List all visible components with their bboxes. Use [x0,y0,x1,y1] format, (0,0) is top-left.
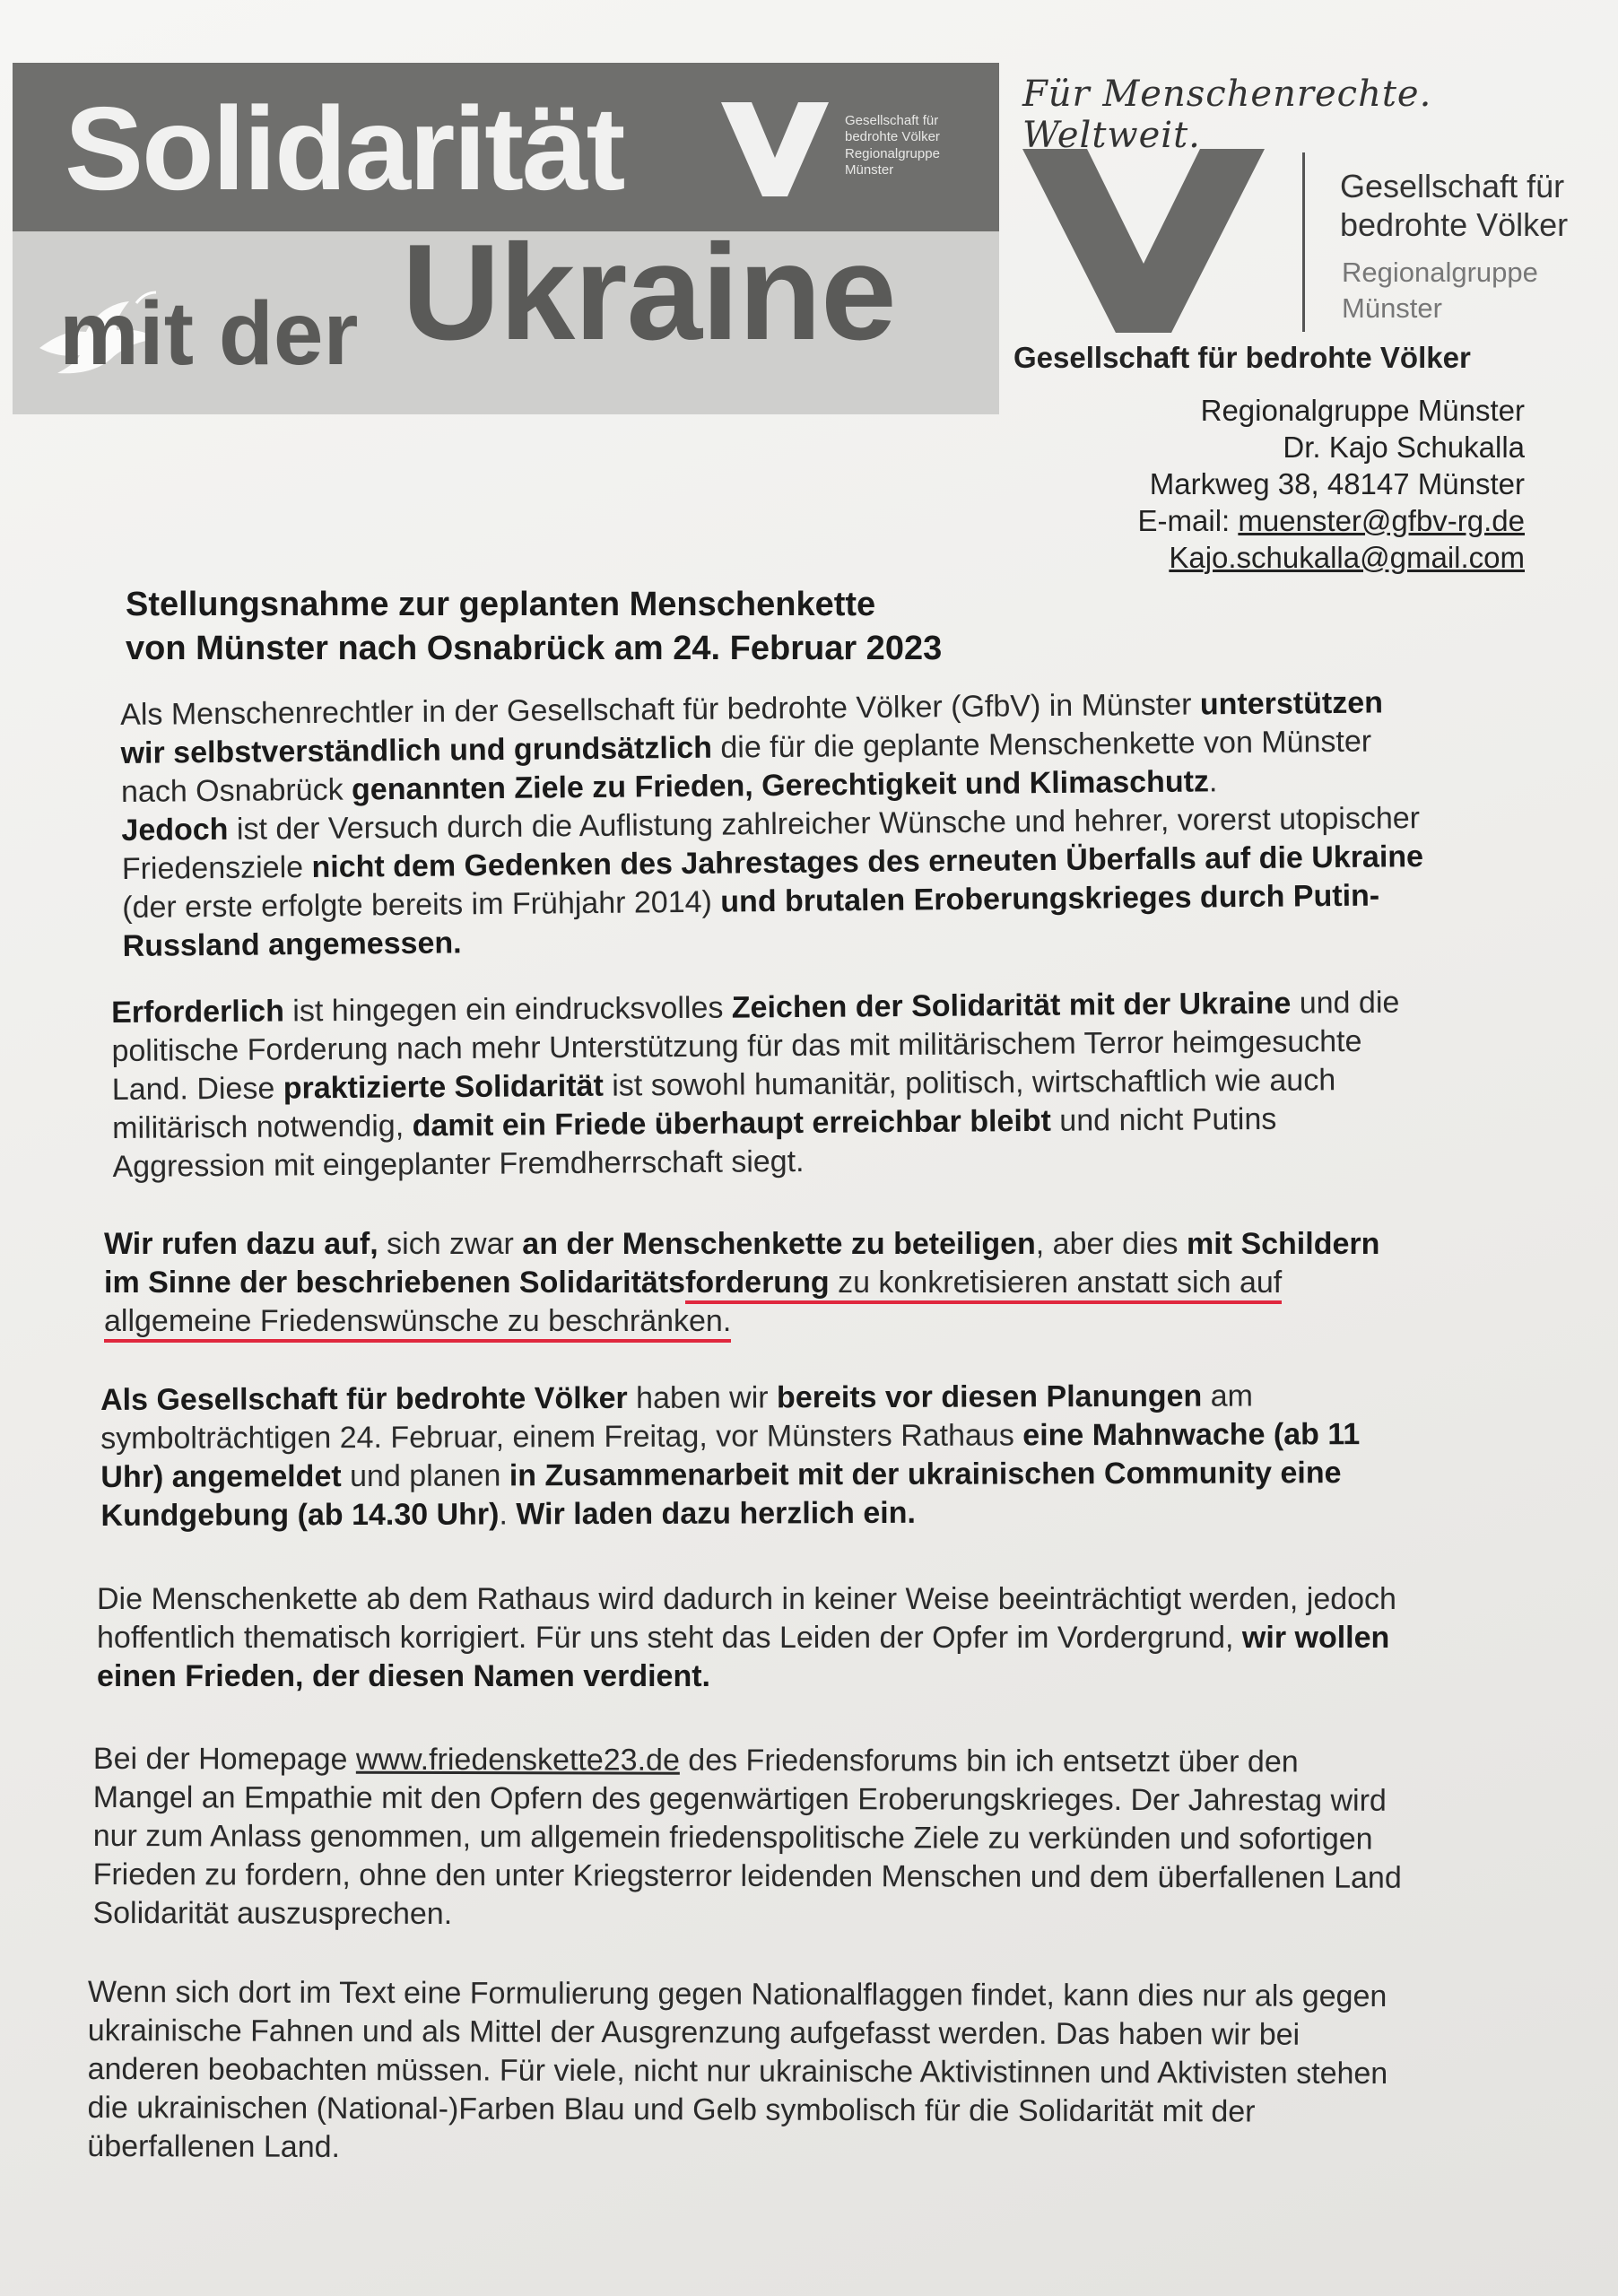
text-run: Mangel an Empathie mit den Opfern des gegenwärtigen Eroberungskrieges. Der Jahrestag wird [92,1779,1387,1818]
bold-text: Zeichen der Solidarität mit der Ukraine [731,986,1292,1025]
bold-text: Als Gesellschaft für bedrohte Völker [100,1380,628,1417]
sender-address [1138,393,1525,577]
bold-text: unterstützen [1199,685,1384,722]
gfbv-v-logo-icon [721,102,829,196]
text-run: (der erste erfolgte bereits im Frühjahr 2014) [122,884,721,925]
text-run: Solidarität auszusprechen. [92,1895,453,1932]
sender-group: Regionalgruppe Münster [1200,394,1525,427]
paragraph [92,1740,1564,1936]
text-run: symbolträchtigen 24. Februar, einem Freitag, vor Münsters Rathaus [100,1418,1023,1456]
bold-text: praktizierte Solidarität [283,1068,604,1106]
bold-text: und brutalen Eroberungskrieges durch Putin- [720,878,1380,919]
text-run: Friedensziele [121,849,312,886]
highlighted-text: forderung [685,1265,830,1304]
bold-text: eine Mahnwache (ab 11 [1022,1417,1361,1453]
paragraph [87,1973,1559,2171]
bold-text: Erforderlich [111,994,285,1030]
bold-text: Jedoch [121,812,229,848]
paragraph [104,1225,1575,1341]
text-run: Land. Diese [111,1071,283,1107]
logo-org-name: Gesellschaft für bedrohte Völker [1340,168,1569,244]
text-run: des Friedensforums bin ich entsetzt über den [679,1743,1299,1779]
highlighted-text: zu konkretisieren anstatt sich auf [830,1265,1283,1304]
text-run: Frieden zu fordern, ohne den unter Kriegsterror leidenden Menschen und dem überfallenen Land [92,1857,1402,1895]
text-run: Die Menschenkette ab dem Rathaus wird dadurch in keiner Weise beeinträchtigt werden, jedoch [97,1582,1396,1616]
slogan: Für Menschenrechte. Weltweit. [1022,74,1432,156]
sender-street: Markweg 38, 48147 Münster [1149,466,1525,500]
bold-text: im Sinne der beschriebenen Solidaritäts [104,1265,686,1300]
sender-person: Dr. Kajo Schukalla [1283,430,1525,464]
bold-text: Kundgebung (ab 14.30 Uhr) [100,1497,500,1533]
paragraph [97,1580,1568,1696]
bold-text: Uhr) angemeldet [100,1459,342,1494]
email-link-muenster[interactable]: muenster@gfbv-rg.de [1238,503,1525,537]
statement-heading: Stellungsnahme zur geplanten Menschenkette von Münster nach Osnabrück am 24. Februar 2023 [126,586,943,668]
highlighted-text: allgemeine Friedenswünsche zu beschränken. [104,1304,731,1343]
solidarity-banner [13,63,999,414]
text-run: . [1208,764,1218,799]
text-run: sich zwar [378,1227,523,1261]
banner-title-line2-b: Ukraine [402,216,896,369]
bold-text: nicht dem Gedenken des Jahrestages des erneuten Überfalls auf die Ukraine [311,839,1424,884]
text-run: Als Menschenrechtler in der Gesellschaft für bedrohte Völker (GfbV) in Münster [120,687,1201,732]
banner-org-text: Gesellschaft für bedrohte Völker Regionalgruppe Münster [845,113,940,178]
bold-text: Russland angemessen. [122,926,462,963]
bold-text: in Zusammenarbeit mit der ukrainischen Community eine [509,1456,1342,1493]
paragraph [120,682,1594,966]
text-run: haben wir [627,1380,778,1415]
text-run: militärisch notwendig, [112,1109,413,1145]
bold-text: Wir laden dazu herzlich ein. [516,1495,916,1532]
bold-text: wir selbstverständlich und grundsätzlich [120,730,713,770]
bold-text: bereits vor diesen Planungen [776,1378,1203,1415]
banner-title-line1: Solidarität [65,83,624,214]
bold-text: genannten Ziele zu Frieden, Gerechtigkeit und Klimaschutz [351,764,1210,807]
paragraph [100,1376,1572,1535]
text-run: ist sowohl humanitär, politisch, wirtschaftlich wie auch [603,1063,1336,1103]
text-run: nach Osnabrück [120,772,352,809]
text-run: Bei der Homepage [92,1742,356,1777]
paragraph [111,982,1584,1187]
text-run: ukrainische Fahnen und als Mittel der Ausgrenzung aufgefasst werden. Das haben wir bei [87,2013,1300,2052]
text-run: Aggression mit eingeplanter Fremdherrschaft siegt. [112,1144,805,1184]
text-run: die für die geplante Menschenkette von Münster [711,724,1372,765]
email-link-schukalla[interactable]: Kajo.schukalla@gmail.com [1169,540,1525,574]
logo-regional-group: Regionalgruppe Münster [1342,257,1538,325]
logo-divider [1302,152,1305,332]
text-run: ist hingegen ein eindrucksvolles [283,990,732,1029]
text-run: überfallenen Land. [87,2128,341,2164]
bold-text: an der Menschenkette zu beteiligen [522,1227,1036,1261]
text-run: und planen [341,1458,509,1494]
text-run: . [499,1497,517,1532]
gfbv-v-logo-icon [1022,149,1265,333]
bold-text: damit ein Friede überhaupt erreichbar bleibt [412,1103,1052,1144]
sender-org-name: Gesellschaft für bedrohte Völker [1013,341,1471,374]
text-run: und die [1291,985,1400,1021]
bold-text: mit Schildern [1187,1227,1380,1261]
text-run: am [1202,1378,1254,1413]
text-run: anderen beobachten müssen. Für viele, nicht nur ukrainische Aktivistinnen und Aktivisten stehen [87,2051,1388,2092]
text-run: hoffentlich thematisch korrigiert. Für uns steht das Leiden der Opfer im Vordergrund, [97,1621,1242,1655]
homepage-link[interactable]: www.friedenskette23.de [355,1742,680,1778]
text-run: , aber dies [1035,1227,1187,1261]
text-run: ist der Versuch durch die Auflistung zahlreicher Wünsche und hehrer, vorerst utopischer [228,801,1421,847]
text-run: politische Forderung nach mehr Unterstützung für das mit militärischem Terror heimgesuchte [111,1024,1362,1068]
text-run: die ukrainischen (National-)Farben Blau und Gelb symbolisch für die Solidarität mit der [87,2090,1256,2129]
bold-text: wir wollen [1241,1621,1390,1655]
bold-text: Wir rufen dazu auf, [104,1227,378,1261]
bold-text: einen Frieden, der diesen Namen verdient. [97,1659,710,1693]
text-run: Wenn sich dort im Text eine Formulierung gegen Nationalflaggen findet, kann dies nur als gegen [87,1975,1387,2014]
sender-email-line: E-mail: muenster@gfbv-rg.de [1137,503,1525,537]
text-run: nur zum Anlass genommen, um allgemein friedenspolitische Ziele zu verkünden und sofortigen [92,1818,1373,1857]
banner-title-line2-a: mit der [59,283,359,384]
text-run: und nicht Putins [1050,1101,1277,1138]
